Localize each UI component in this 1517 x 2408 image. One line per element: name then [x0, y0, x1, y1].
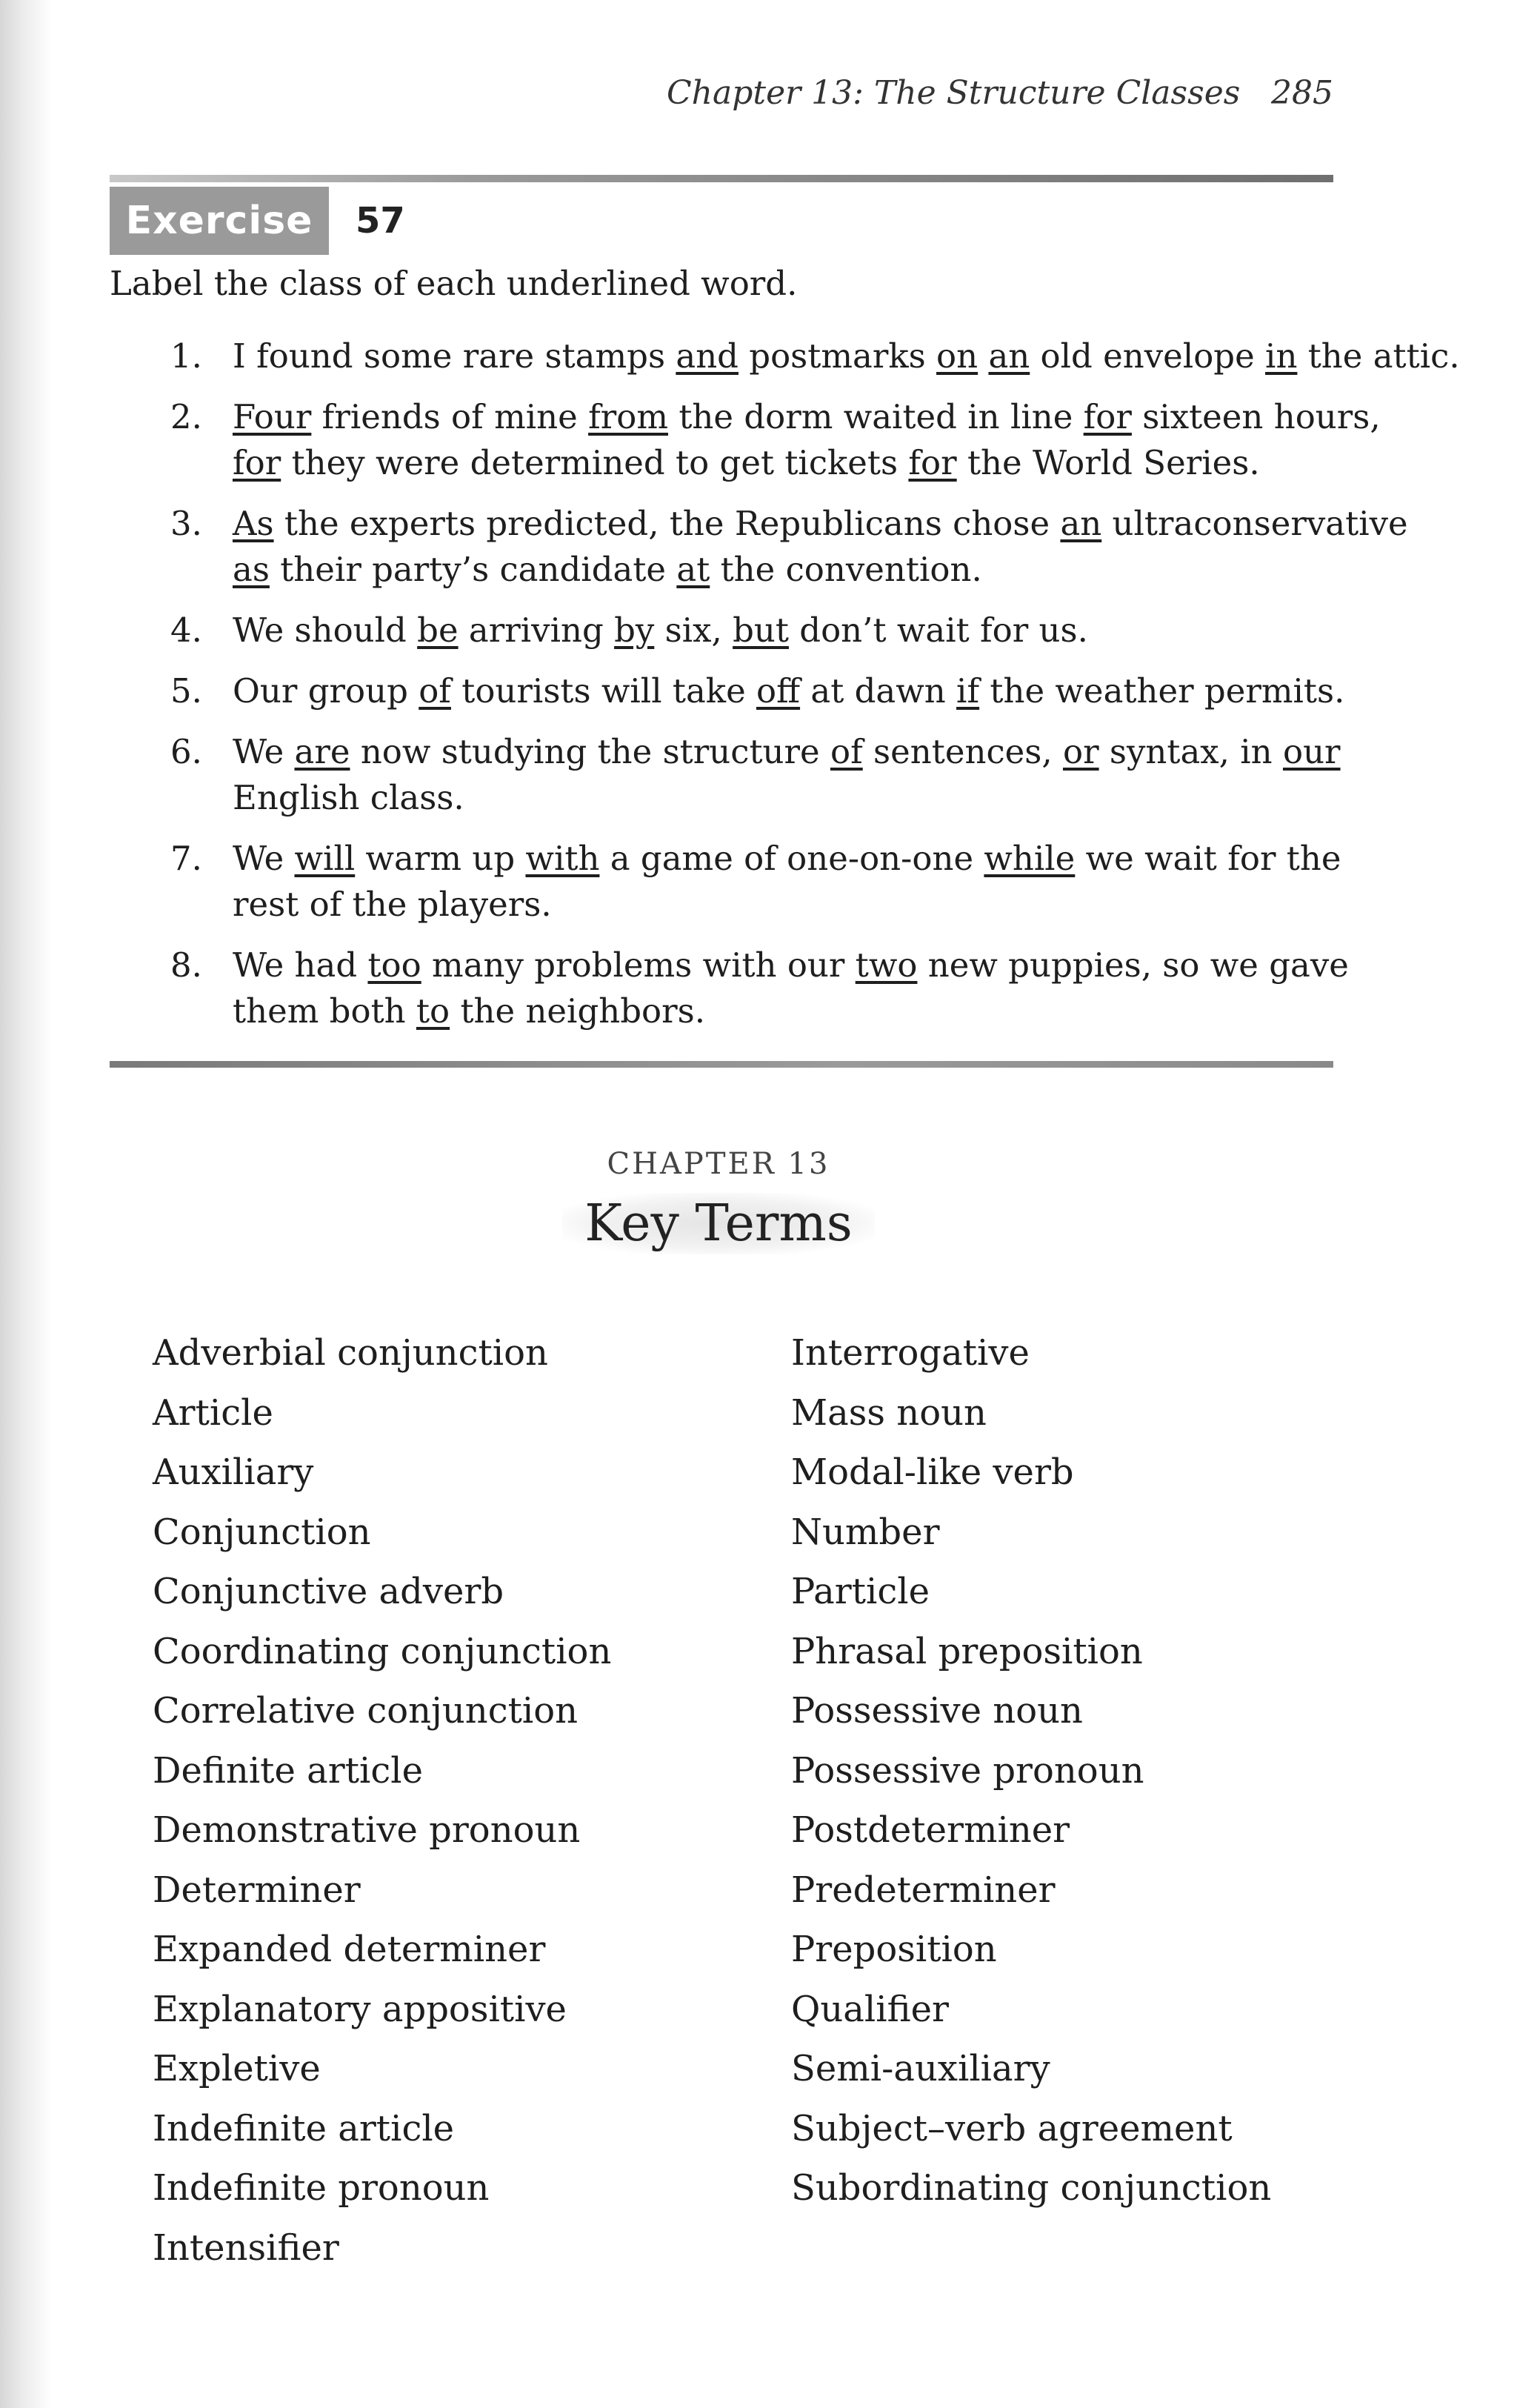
running-title: Chapter 13: The Structure Classes [667, 74, 1241, 112]
key-term: Conjunction [153, 1511, 371, 1553]
key-term: Explanatory appositive [153, 1988, 567, 2030]
underlined-word: and [676, 336, 739, 376]
sentence-text: syntax, in [1098, 732, 1283, 771]
sentence-text: the attic. [1297, 336, 1460, 376]
key-term: Mass noun [791, 1391, 987, 1434]
key-term: Number [791, 1511, 940, 1553]
exercise-label: Exercise [110, 187, 329, 255]
chapter-label: CHAPTER 13 [607, 1147, 830, 1181]
underlined-word: too [367, 945, 421, 985]
exercise-item-line [170, 608, 1341, 653]
exercise-item-number: 5. [170, 671, 202, 711]
exercise-item-line [170, 942, 1349, 988]
underlined-word: at [676, 550, 710, 589]
sentence-text: sentences, [862, 732, 1063, 771]
sentence-text: English class. [233, 778, 464, 817]
sentence-text: we wait for the [1075, 839, 1341, 878]
key-term: Correlative conjunction [153, 1690, 579, 1732]
exercise-item-line [170, 333, 1460, 379]
underlined-word: to [416, 991, 450, 1031]
key-terms-right-column [791, 1323, 1271, 2218]
exercise-top-rule [110, 175, 1333, 182]
exercise-item [170, 836, 1341, 928]
underlined-word: two [855, 945, 918, 985]
sentence-text: the convention. [710, 550, 982, 589]
sentence-text: at dawn [800, 671, 957, 711]
underlined-word: off [756, 671, 801, 711]
sentence-text: the World Series. [956, 443, 1260, 482]
key-terms-left-column [153, 1323, 611, 2278]
key-term: Semi-auxiliary [791, 2048, 1050, 2089]
exercise-item [170, 668, 1345, 714]
key-term: Predeterminer [791, 1869, 1056, 1911]
key-term: Article [153, 1391, 273, 1434]
sentence-text [978, 336, 988, 376]
key-term: Intensifier [153, 2226, 339, 2269]
key-term: Subject–verb agreement [791, 2107, 1233, 2149]
underlined-word: are [294, 732, 350, 771]
key-term: Expletive [153, 2048, 321, 2089]
key-term: Indefinite pronoun [153, 2167, 490, 2209]
sentence-text: We had [233, 945, 368, 985]
underlined-word: by [614, 611, 655, 650]
exercise-bottom-rule [110, 1061, 1333, 1068]
exercise-item-line [170, 501, 1408, 547]
exercise-item [170, 942, 1349, 1034]
key-term: Phrasal preposition [791, 1630, 1143, 1672]
underlined-word: from [588, 397, 669, 436]
sentence-text: We [233, 839, 295, 878]
sentence-text: We should [233, 611, 418, 650]
underlined-word: while [984, 839, 1076, 878]
key-term: Postdeterminer [791, 1809, 1070, 1851]
sentence-text: postmarks [738, 336, 937, 376]
key-term: Subordinating conjunction [791, 2167, 1272, 2209]
key-term: Particle [791, 1571, 930, 1612]
underlined-word: for [908, 443, 957, 482]
underlined-word: Four [233, 397, 312, 436]
sentence-text: Our group [233, 671, 419, 711]
underlined-word: will [294, 839, 356, 878]
sentence-text: new puppies, so we gave [917, 945, 1349, 985]
exercise-item [170, 394, 1381, 486]
key-term: Indefinite article [153, 2107, 455, 2149]
underlined-word: for [233, 443, 281, 482]
underlined-word: if [956, 671, 980, 711]
key-term: Possessive pronoun [791, 1749, 1144, 1792]
sentence-text: six, [654, 611, 733, 650]
key-terms-title-wrap [0, 1193, 1437, 1254]
key-term: Definite article [153, 1749, 423, 1792]
exercise-item-line [170, 547, 1341, 593]
exercise-item-number: 1. [170, 336, 202, 376]
key-term: Expanded determiner [153, 1929, 546, 1970]
sentence-text: sixteen hours, [1131, 397, 1381, 436]
sentence-text: a game of one-on-one [599, 839, 984, 878]
exercise-item-number: 7. [170, 839, 202, 878]
sentence-text: warm up [355, 839, 526, 878]
exercise-item [170, 501, 1408, 593]
exercise-item-line [170, 394, 1381, 440]
sentence-text: now studying the structure [350, 732, 830, 771]
sentence-text: them both [233, 991, 416, 1031]
key-term: Preposition [791, 1929, 997, 1970]
underlined-word: an [988, 336, 1030, 376]
sentence-text: their party’s candidate [269, 550, 677, 589]
key-term: Coordinating conjunction [153, 1630, 612, 1672]
exercise-item-line [170, 668, 1345, 714]
key-terms-title: Key Terms [562, 1193, 874, 1254]
underlined-word: be [417, 611, 459, 650]
exercise-item-line [170, 988, 1341, 1034]
underlined-word: in [1265, 336, 1298, 376]
underlined-word: with [525, 839, 600, 878]
underlined-word: of [830, 732, 863, 771]
key-term: Demonstrative pronoun [153, 1809, 581, 1851]
sentence-text: I found some rare stamps [233, 336, 676, 376]
sentence-text: old envelope [1030, 336, 1266, 376]
sentence-text: arriving [458, 611, 615, 650]
underlined-word: but [733, 611, 789, 650]
underlined-word: an [1060, 504, 1102, 543]
exercise-item-line [170, 836, 1341, 882]
sentence-text: the weather permits. [979, 671, 1345, 711]
sentence-text: many problems with our [421, 945, 856, 985]
key-term: Auxiliary [153, 1451, 314, 1493]
sentence-text: the experts predicted, the Republicans chose [273, 504, 1061, 543]
exercise-instructions: Label the class of each underlined word. [110, 264, 798, 303]
exercise-item-number: 6. [170, 732, 202, 771]
exercise-item-line [170, 775, 1341, 821]
sentence-text: the neighbors. [450, 991, 706, 1031]
key-term: Adverbial conjunction [153, 1332, 548, 1374]
sentence-text: the dorm waited in line [668, 397, 1084, 436]
key-term: Qualifier [791, 1988, 949, 2030]
underlined-word: or [1062, 732, 1099, 771]
sentence-text: they were determined to get tickets [281, 443, 909, 482]
sentence-text: We [233, 732, 295, 771]
exercise-item [170, 608, 1341, 653]
key-term: Conjunctive adverb [153, 1571, 504, 1612]
sentence-text: ultraconservative [1101, 504, 1408, 543]
page-number: 285 [1271, 74, 1333, 112]
underlined-word: As [233, 504, 274, 543]
sentence-text: rest of the players. [233, 885, 552, 924]
exercise-item-line [170, 440, 1341, 486]
exercise-item-number: 3. [170, 504, 202, 543]
key-term: Possessive noun [791, 1690, 1083, 1732]
running-head [667, 74, 1333, 126]
underlined-word: our [1282, 732, 1341, 771]
key-term: Determiner [153, 1869, 361, 1911]
exercise-item [170, 729, 1341, 821]
exercise-item-number: 8. [170, 945, 202, 985]
sentence-text: tourists will take [450, 671, 757, 711]
exercise-item-number: 2. [170, 397, 202, 436]
key-term: Interrogative [791, 1332, 1030, 1374]
sentence-text: friends of mine [311, 397, 589, 436]
exercise-number: 57 [356, 200, 405, 242]
underlined-word: on [936, 336, 978, 376]
underlined-word: of [419, 671, 451, 711]
exercise-item-number: 4. [170, 611, 202, 650]
exercise-list [170, 333, 1460, 1049]
exercise-item [170, 333, 1460, 379]
underlined-word: for [1083, 397, 1132, 436]
sentence-text: don’t wait for us. [788, 611, 1088, 650]
exercise-item-line [170, 729, 1341, 775]
key-term: Modal-like verb [791, 1451, 1074, 1493]
underlined-word: as [233, 550, 270, 589]
exercise-item-line [170, 882, 1341, 928]
